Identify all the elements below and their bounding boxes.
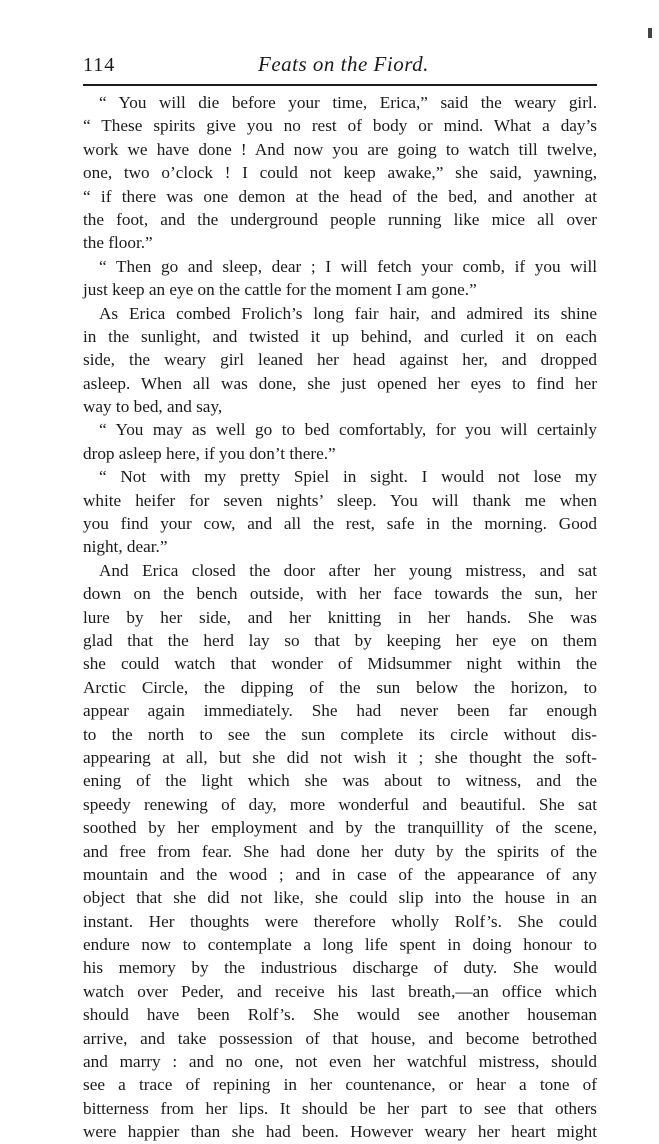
body-text xyxy=(83,91,597,1144)
text-line: bitterness from her lips. It should be her part to see that others xyxy=(83,1098,597,1118)
page-number: 114 xyxy=(83,54,116,76)
text-line: As Erica combed Frolich’s long fair hair, and admired its shine xyxy=(99,303,597,323)
text-line: watch over Peder, and receive his last breath,—an office which xyxy=(83,981,597,1001)
text-line: instant. Her thoughts were therefore wholly Rolf’s. She could xyxy=(83,911,597,931)
text-line: drop asleep here, if you don’t there.” xyxy=(83,443,336,463)
text-line: way to bed, and say, xyxy=(83,397,223,417)
text-line: “ Not with my pretty Spiel in sight. I would not lose my xyxy=(99,467,597,487)
page-header xyxy=(83,50,597,80)
text-line: were happier than she had been. However weary her heart might xyxy=(83,1122,597,1142)
header-rule xyxy=(83,84,597,86)
text-line: asleep. When all was done, she just opened her eyes to find her xyxy=(83,373,597,393)
text-line: and marry : and no one, not even her watchful mistress, should xyxy=(83,1052,597,1072)
text-line: soothed by her employment and by the tranquillity of the scene, xyxy=(83,818,597,838)
text-line: “ You will die before your time, Erica,” said the weary girl. xyxy=(99,93,597,112)
text-line: see a trace of repining in her countenance, or hear a tone of xyxy=(83,1075,597,1095)
text-line: appear again immediately. She had never been far enough xyxy=(83,701,597,721)
margin-mark xyxy=(648,28,652,38)
text-line: Arctic Circle, the dipping of the sun below the horizon, to xyxy=(83,677,597,697)
text-line: mountain and the wood ; and in case of the appearance of any xyxy=(83,864,597,884)
text-line: glad that the herd lay so that by keeping her eye on them xyxy=(83,630,597,650)
text-line: and free from fear. She had done her duty by the spirits of the xyxy=(83,841,597,861)
text-line: “ if there was one demon at the head of the bed, and another at xyxy=(83,186,597,206)
text-line: you find your cow, and all the rest, safe in the morning. Good xyxy=(83,514,597,534)
text-line: one, two o’clock ! I could not keep awake,” she said, yawning, xyxy=(83,163,597,183)
text-line: object that she did not like, she could slip into the house in an xyxy=(83,888,597,908)
text-line: “ You may as well go to bed comfortably, for you will certainly xyxy=(99,420,597,440)
running-title: Feats on the Fiord. xyxy=(258,52,429,76)
text-line: in the sunlight, and twisted it up behind, and curled it on each xyxy=(83,326,597,346)
text-line: speedy renewing of day, more wonderful and beautiful. She sat xyxy=(83,794,597,814)
text-line: night, dear.” xyxy=(83,537,168,557)
text-line: just keep an eye on the cattle for the moment I am gone.” xyxy=(83,280,477,300)
text-line: white heifer for seven nights’ sleep. You will thank me when xyxy=(83,490,597,510)
text-line: the foot, and the underground people running like mice all over xyxy=(83,209,597,229)
text-line: “ These spirits give you no rest of body or mind. What a day’s xyxy=(83,116,597,136)
text-line: side, the weary girl leaned her head against her, and dropped xyxy=(83,350,597,370)
text-line: ening of the light which she was about to witness, and the xyxy=(83,771,597,791)
text-line: “ Then go and sleep, dear ; I will fetch your comb, if you will xyxy=(99,256,597,276)
text-line: appearing at all, but she did not wish it ; she thought the soft- xyxy=(83,747,597,767)
text-line: arrive, and take possession of that house, and become betrothed xyxy=(83,1028,597,1048)
text-line: endure now to contemplate a long life spent in doing honour to xyxy=(83,935,597,955)
text-line: to the north to see the sun complete its circle without dis- xyxy=(83,724,597,744)
text-line: down on the bench outside, with her face towards the sun, her xyxy=(83,584,597,604)
text-line: lure by her side, and her knitting in her hands. She was xyxy=(83,607,597,627)
text-line: should have been Rolf’s. She would see another houseman xyxy=(83,1005,597,1025)
text-line: work we have done ! And now you are going to watch till twelve, xyxy=(83,139,597,159)
text-line: the floor.” xyxy=(83,233,153,253)
text-line: And Erica closed the door after her young mistress, and sat xyxy=(99,560,597,580)
text-line: she could watch that wonder of Midsummer night within the xyxy=(83,654,597,674)
text-line: his memory by the industrious discharge of duty. She would xyxy=(83,958,597,978)
